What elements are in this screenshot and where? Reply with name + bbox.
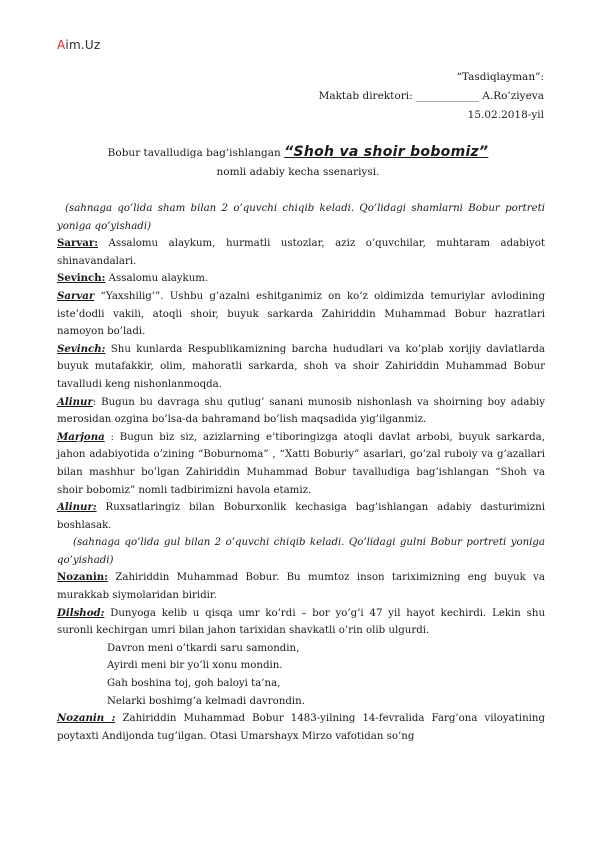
approval-title: “Tasdiqlayman”: (456, 71, 544, 83)
script-line: Sevinch: Shu kunlarda Respublikamizning barcha hududlari va ko’plab xorijiy davlatlarda buyuk mutafakkir, olim, mahoratli sarkarda, shoh va shoir Zahiriddin Muhammad Bobur tavalludi keng nishonlanmoqda. (57, 342, 545, 390)
speaker-name: Sevinch: (57, 272, 106, 285)
speaker-name: Alinur: (57, 501, 97, 514)
document-title (0, 143, 596, 182)
title-prefix: Bobur tavalludiga bag’ishlangan (107, 147, 281, 159)
speaker-name: Sarvar: (57, 237, 98, 250)
title-subtitle: nomli adabiy kecha ssenariysi. (216, 166, 380, 178)
speaker-name: Marjona (57, 430, 105, 443)
approval-block (319, 68, 544, 125)
logo-text: im.Uz (65, 38, 101, 52)
title-main: “Shoh va shoir bobomiz” (284, 144, 489, 160)
script-line: Nozanin: Zahiriddin Muhammad Bobur. Bu mumtoz inson tariximizning eng buyuk va murakkab siymolaridan biridir. (57, 571, 545, 602)
script-line: Sarvar “Yaxshilig’”. Ushbu g’azalni eshitganimiz on ko’z oldimizda temuriylar avlodining iste’dodli vakili, atoqli shoir, buyuk sarkarda Zahiriddin Muhammad Bobur hazratlari namoyon bo’ladi. (57, 289, 545, 338)
script-line: Marjona : Bugun biz siz, azizlarning e’tiboringizga atoqli davlat arbobi, buyuk sarkarda, jahon adabiyotida o’zining “Boburnoma” , “Xatti Boburiy” asarlari, go’zal ruboiy va g’azallari bilan mashhur bo’lgan Zahiriddin Muhammad Bobur tavalludiga bag’ishlangan “Shoh va shoir bobomiz” nomli tadbirimizni havola etamiz. (57, 430, 545, 496)
script-line: Sarvar: Assalomu alaykum, hurmatli ustozlar, aziz o’quvchilar, muhtaram adabiyot shinavandalari. (57, 237, 545, 267)
logo-letter: A (57, 38, 66, 52)
poem-line: Gah boshina toj, goh baloyi ta’na, (107, 678, 281, 690)
script-body (57, 200, 545, 745)
poem-line: Nelarki boshimg’a kelmadi davrondin. (107, 695, 305, 707)
script-line: Sevinch: Assalomu alaykum. (57, 272, 209, 285)
stage-direction: (sahnaga qo’lida sham bilan 2 o’quvchi chiqib keladi. Qo’lidagi shamlarni Bobur portreti yoniga qo’yishadi) (57, 203, 545, 232)
speaker-name: Nozanin : (57, 712, 116, 725)
speaker-name: Nozanin: (57, 571, 108, 584)
script-line: Alinur: Ruxsatlaringiz bilan Boburxonlik kechasiga bag’ishlangan adabiy dasturimizni boshlasak. (57, 501, 545, 531)
speaker-name: Dilshod: (57, 606, 105, 619)
speaker-name: Alinur (57, 395, 93, 408)
script-line: Nozanin : Zahiriddin Muhammad Bobur 1483-yilning 14-fevralida Farg’ona viloyatining poytaxti Andijonda tug’ilgan. Otasi Umarshayx Mirzo vafotidan so’ng (57, 712, 545, 742)
approval-director: Maktab direktori: ____________ A.Ro’ziyeva (318, 90, 544, 102)
speaker-name: Sarvar (57, 289, 95, 302)
site-logo[interactable] (57, 38, 100, 52)
script-line: Alinur: Bugun bu davraga shu qutlug’ sanani munosib nishonlash va shoirning boy adabiy merosidan ozgina bo’lsa-da bahramand bo’lish maqsadida yig’ilganmiz. (57, 395, 545, 426)
poem-line: Davron meni o’tkardi saru samondin, (107, 642, 300, 654)
speaker-name: Sevinch: (57, 342, 106, 355)
stage-direction: (sahnaga qo’lida gul bilan 2 o’quvchi chiqib keladi. Qo’lidagi gulni Bobur portreti yoniga qo’yishadi) (57, 537, 545, 566)
script-line: Dilshod: Dunyoga kelib u qisqa umr ko’rdi – bor yo’g’i 47 yil hayot kechirdi. Lekin shu suronli kechirgan umri bilan jahon tarixidan shavkatli o’rin olib ulgurdi. (57, 606, 545, 637)
approval-date: 15.02.2018-yil (467, 109, 544, 121)
poem-line: Ayirdi meni bir yo’li xonu mondin. (107, 660, 283, 672)
